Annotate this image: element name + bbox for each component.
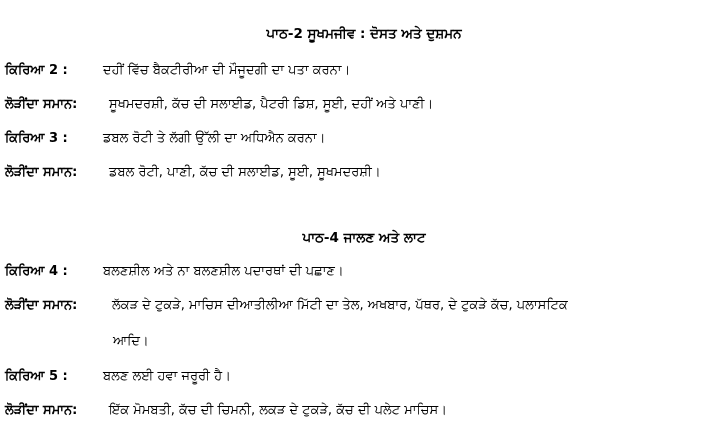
activity-3-row bbox=[5, 131, 325, 146]
activity-2-row bbox=[5, 63, 350, 78]
materials-row bbox=[5, 165, 381, 180]
activity-4-row bbox=[5, 264, 344, 279]
materials-row bbox=[5, 403, 447, 418]
activity-label: ਕਿਰਿਆ 4 : bbox=[5, 264, 68, 279]
materials-label: ਲੋੜੀਂਦਾ ਸਮਾਨ: bbox=[5, 97, 78, 112]
materials-text: ਸੂਖਮਦਰਸ਼ੀ, ਕੱਚ ਦੀ ਸਲਾਈਡ, ਪੈਟਰੀ ਡਿਸ਼, ਸੂਈ, ਦਹੀਂ ਅਤੇ ਪਾਣੀ। bbox=[109, 97, 434, 112]
activity-label: ਕਿਰਿਆ 5 : bbox=[5, 369, 68, 384]
activity-text: ਬਲਣਸ਼ੀਲ ਅਤੇ ਨਾ ਬਲਣਸ਼ੀਲ ਪਦਾਰਥਾਂ ਦੀ ਪਛਾਣ। bbox=[103, 264, 344, 279]
activity-text: ਦਹੀਂ ਵਿੱਚ ਬੈਕਟੀਰੀਆ ਦੀ ਮੌਜੂਦਗੀ ਦਾ ਪਤਾ ਕਰਨਾ। bbox=[103, 63, 351, 78]
section-title-lesson-2: ਪਾਠ-2 ਸੂਖਮਜੀਵ : ਦੋਸਤ ਅਤੇ ਦੁਸ਼ਮਨ bbox=[266, 26, 462, 42]
materials-text: ਲੱਕੜ ਦੇ ਟੁਕੜੇ, ਮਾਚਿਸ ਦੀਆਤੀਲੀਆ ਮਿੱਟੀ ਦਾ ਤੇਲ, ਅਖਬਾਰ, ਪੱਥਰ, ਦੇ ਟੁਕੜੇ ਕੱਚ, ਪਲਾਸਟਿਕ bbox=[112, 298, 568, 313]
activity-text: ਬਲਣ ਲਈ ਹਵਾ ਜਰੂਰੀ ਹੈ। bbox=[103, 369, 231, 384]
materials-text-continuation: ਆਦਿ। bbox=[113, 334, 149, 349]
materials-label: ਲੋੜੀਂਦਾ ਸਮਾਨ: bbox=[5, 403, 78, 418]
materials-row bbox=[5, 97, 433, 112]
materials-text: ਇੱਕ ਮੋਮਬਤੀ, ਕੱਚ ਦੀ ਚਿਮਨੀ, ਲਕੜ ਦੇ ਟੁਕੜੇ, ਕੱਚ ਦੀ ਪਲੇਟ ਮਾਚਿਸ। bbox=[109, 403, 447, 418]
materials-label: ਲੋੜੀਂਦਾ ਸਮਾਨ: bbox=[5, 165, 78, 180]
materials-label: ਲੋੜੀਂਦਾ ਸਮਾਨ: bbox=[5, 298, 78, 313]
activity-label: ਕਿਰਿਆ 3 : bbox=[5, 131, 68, 146]
materials-row bbox=[5, 298, 568, 313]
activity-text: ਡਬਲ ਰੋਟੀ ਤੇ ਲੱਗੀ ਉੱਲੀ ਦਾ ਅਧਿਐਨ ਕਰਨਾ। bbox=[103, 131, 326, 146]
activity-label: ਕਿਰਿਆ 2 : bbox=[5, 63, 68, 78]
activity-5-row bbox=[5, 369, 231, 384]
section-title-lesson-4: ਪਾਠ-4 ਜਾਲਣ ਅਤੇ ਲਾਟ bbox=[302, 230, 426, 246]
materials-text: ਡਬਲ ਰੋਟੀ, ਪਾਣੀ, ਕੱਚ ਦੀ ਸਲਾਈਡ, ਸੂਈ, ਸੂਖਮਦਰਸ਼ੀ। bbox=[109, 165, 381, 180]
